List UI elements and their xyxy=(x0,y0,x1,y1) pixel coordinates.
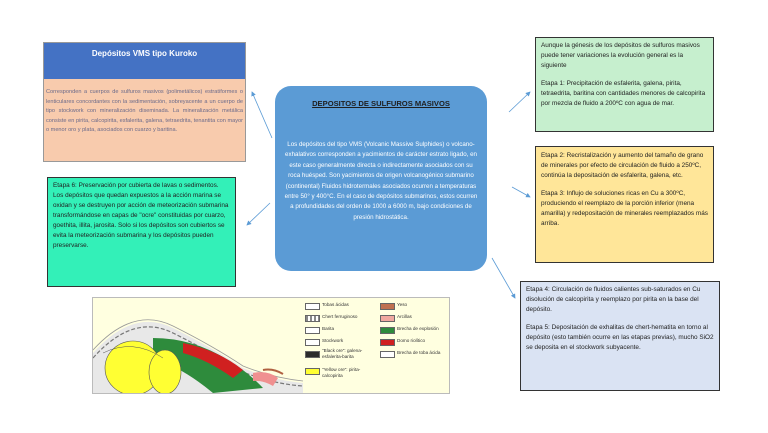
legend-swatch-tobas xyxy=(305,303,320,310)
legend-swatch-arcillas xyxy=(380,315,395,322)
legend-arcillas: Arcillas xyxy=(397,314,412,319)
legend-black-ore: "Black ore": galena-esfalerita-barita xyxy=(322,348,363,359)
arrow-to-stage1 xyxy=(509,92,530,112)
legend-swatch-domo xyxy=(380,339,395,346)
geology-figure xyxy=(92,297,450,394)
legend-chert: Chert ferruginoso xyxy=(322,314,358,319)
stage5-text: Etapa 5: Depositación de exhalitas de chert-hematita en torno al depósito (esto también ocurre en las etapas previas), mucho SiO2 se deposita en el stockwork subyacente. xyxy=(526,324,714,351)
arrow-to-stage23 xyxy=(512,187,530,197)
stage6-text: Etapa 6: Preservación por cubierta de lavas o sedimentos. Los depósitos que quedan expuestos a la acción marina se oxidan y se destruyen por acción de meteorización submarina transformándose en capas de "ocre" constituidas por cuarzo, goethita, illita, jarosita. Solo si los depósitos son cubiertos se evita la meteorización submarina y los depósitos pueden preservarse. xyxy=(53,182,229,249)
legend-swatch-chert xyxy=(305,315,320,322)
central-node xyxy=(275,86,487,271)
stage45-box xyxy=(520,281,720,391)
stage1-text: Etapa 1: Precipitación de esfalerita, galena, pirita, tetraedrita, baritina con cantidades menores de calcopirita por mezcla de fluido a 200ºC con agua de mar. xyxy=(541,80,706,107)
kuroko-box xyxy=(43,42,246,162)
legend-tobas: Tobas ácidas xyxy=(322,302,349,307)
legend-swatch-brecha-explosion xyxy=(380,327,395,334)
stage23-box xyxy=(535,146,714,263)
arrow-to-stage45 xyxy=(492,258,515,298)
kuroko-body: Corresponden a cuerpos de sulfuros masivos (polimetálicos) estratiformes o lenticulares concordantes con la sedimentación, sobreyacente a un cuerpo de tipo stockwork con mineralización diseminada. La mineralización metálica consiste en pirita, calcopirita, esfalerita, galena, tetraedrita, tenantita con mayor o menor oro y plata, asociados con cuarzo y baritina. xyxy=(46,89,243,134)
legend-swatch-yeso xyxy=(380,303,395,310)
central-title: DEPOSITOS DE SULFUROS MASIVOS xyxy=(312,99,450,108)
legend-swatch-brecha-toba xyxy=(380,351,395,358)
arrow-to-stage6 xyxy=(247,203,270,225)
stage1-intro: Aunque la génesis de los depósitos de sulfuros masivos puede tener variaciones la evolución general es la siguiente xyxy=(541,42,700,69)
legend-yellow-ore: "Yellow ore": pirita-calcopirita xyxy=(322,367,361,378)
legend-stockwork: Stockwork xyxy=(322,338,344,343)
legend-yeso: Yeso xyxy=(397,302,408,307)
legend-swatch-yellow-ore xyxy=(305,368,320,375)
cross-section-drawing xyxy=(93,298,303,394)
stage6-box xyxy=(47,177,236,287)
legend-barita: Barita xyxy=(322,326,335,331)
legend-swatch-stockwork xyxy=(305,339,320,346)
stage2-text: Etapa 2: Recristalización y aumento del tamaño de grano de minerales por efecto de circulación de fluido a 250ºC, continúa la depositación de esfalerita, galena, etc. xyxy=(541,152,704,179)
legend-brecha-explosion: Brecha de explosión xyxy=(397,326,439,331)
kuroko-title: Depósitos VMS tipo Kuroko xyxy=(44,43,245,79)
central-body: Los depósitos del tipo VMS (Volcanic Massive Sulphides) o volcano-exhalativos corresponden a yacimientos de carácter estrato ligado, en este caso generalmente directa o indirectamente asociados con su roca huésped. Son yacimientos de origen volcanogénico submarino (continental) Fluidos hidrotermales asociados ocurren a temperaturas entre 50° y 400°C. En el caso de depósitos submarinos, estos ocurren a profundidades del orden de 1000 a 6000 m, bajo condiciones de presión hidrostática. xyxy=(284,141,478,221)
stage3-text: Etapa 3: Influjo de soluciones ricas en Cu a 300ºC, produciendo el reemplazo de la porción inferior (mena amarilla) y redepositación de minerales reemplazados más arriba. xyxy=(541,190,708,227)
stage1-box xyxy=(535,37,714,132)
legend-swatch-black-ore xyxy=(305,351,320,358)
legend-domo: Domo riolítico xyxy=(397,338,426,343)
legend-brecha-toba: Brecha de toba ácida xyxy=(397,350,441,355)
legend-swatch-barita xyxy=(305,327,320,334)
stage4-text: Etapa 4: Circulación de fluidos calientes sub-saturados en Cu disolución de calcopirita y reemplazo por pirita en la base del depósito. xyxy=(526,286,701,313)
arrow-to-kuroko xyxy=(252,92,272,138)
